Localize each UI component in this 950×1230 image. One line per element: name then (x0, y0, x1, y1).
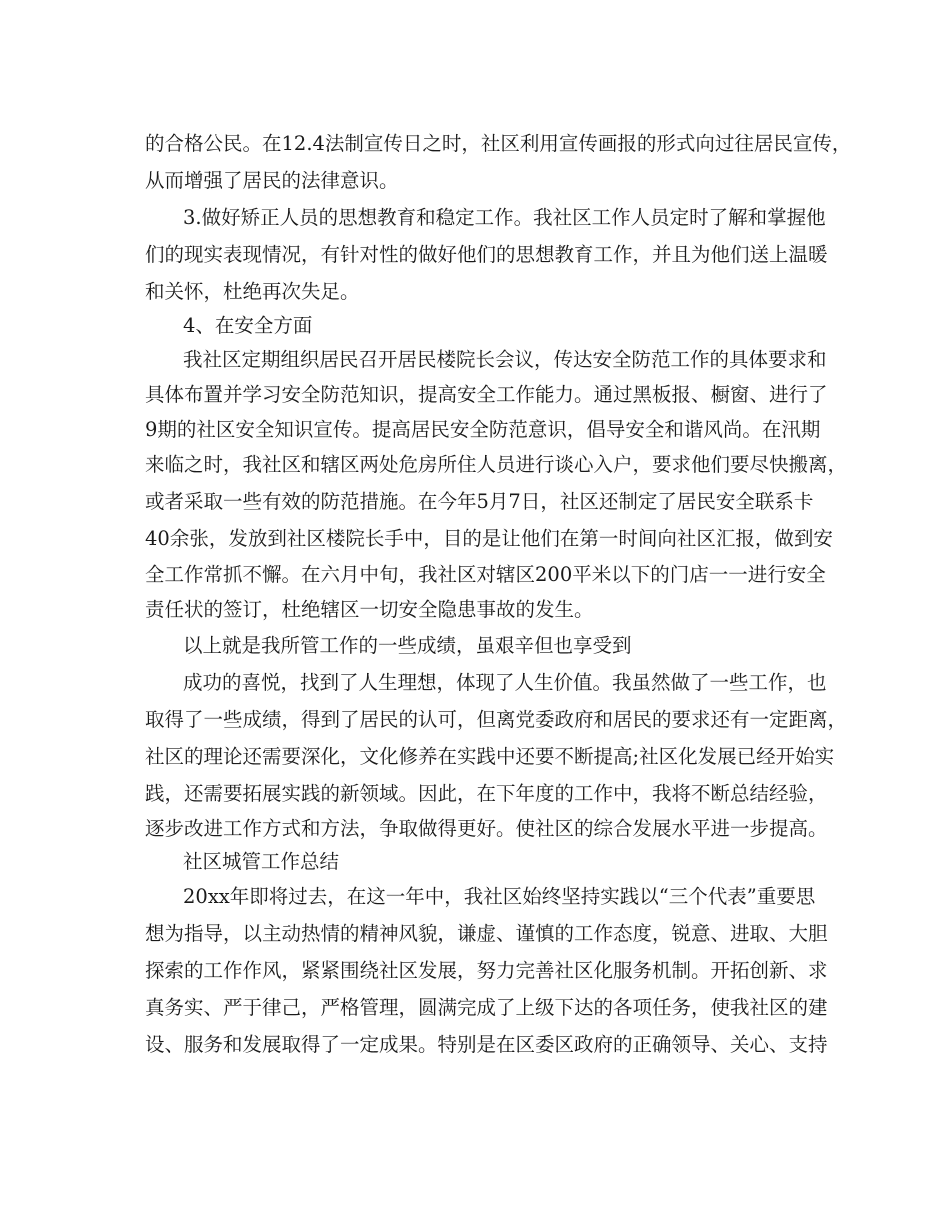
text-line: 责任状的签订，杜绝辖区一切安全隐患事故的发生。 (145, 598, 594, 621)
text-line: 想为指导，以主动热情的精神风貌，谦虚、谨慎的工作态度，锐意、进取、大胆 (145, 922, 828, 945)
text-line: 的合格公民。在12.4法制宣传日之时，社区利用宣传画报的形式向过往居民宣传， (145, 132, 852, 155)
text-line: 9期的社区安全知识宣传。提高居民安全防范意识，倡导安全和谐风尚。在汛期 (145, 418, 821, 441)
text-line: 设、服务和发展取得了一定成果。特别是在区委区政府的正确领导、关心、支持 (145, 1033, 828, 1056)
text-line: 和关怀，杜绝再次失足。 (145, 280, 360, 303)
text-line: 全工作常抓不懈。在六月中旬，我社区对辖区200平米以下的门店一一进行安全 (145, 563, 826, 586)
text-line: 真务实、严于律己，严格管理，圆满完成了上级下达的各项任务，使我社区的建 (145, 996, 828, 1019)
text-line: 20xx年即将过去，在这一年中，我社区始终坚持实践以“三个代表”重要思 (183, 885, 816, 908)
text-line: 们的现实表现情况，有针对性的做好他们的思想教育工作，并且为他们送上温暖 (145, 243, 828, 266)
text-line: 或者采取一些有效的防范措施。在今年5月7日，社区还制定了居民安全联系卡 (145, 490, 814, 513)
text-line: 以上就是我所管工作的一些成绩，虽艰辛但也享受到 (183, 634, 632, 657)
text-line: 取得了一些成绩，得到了居民的认可，但离党委政府和居民的要求还有一定距离， (145, 708, 848, 731)
section-heading: 4、在安全方面 (183, 314, 313, 337)
text-line: 践，还需要拓展实践的新领域。因此，在下年度的工作中，我将不断总结经验， (145, 782, 828, 805)
text-line: 3.做好矫正人员的思想教育和稳定工作。我社区工作人员定时了解和掌握他 (183, 206, 826, 229)
text-line: 具体布置并学习安全防范知识，提高安全工作能力。通过黑板报、橱窗、进行了 (145, 383, 828, 406)
text-line: 探索的工作作风，紧紧围绕社区发展，努力完善社区化服务机制。开拓创新、求 (145, 959, 828, 982)
text-line: 来临之时，我社区和辖区两处危房所住人员进行谈心入户，要求他们要尽快搬离， (145, 453, 848, 476)
text-line: 40余张，发放到社区楼院长手中，目的是让他们在第一时间向社区汇报，做到安 (145, 527, 833, 550)
section-heading: 社区城管工作总结 (183, 850, 340, 873)
text-line: 我社区定期组织居民召开居民楼院长会议，传达安全防范工作的具体要求和 (183, 348, 827, 371)
text-line: 逐步改进工作方式和方法，争取做得更好。使社区的综合发展水平进一步提高。 (145, 817, 828, 840)
text-line: 成功的喜悦，找到了人生理想，体现了人生价值。我虽然做了一些工作，也 (183, 671, 827, 694)
text-line: 社区的理论还需要深化，文化修养在实践中还要不断提高;社区化发展已经开始实 (145, 745, 835, 768)
text-line: 从而增强了居民的法律意识。 (145, 169, 399, 192)
